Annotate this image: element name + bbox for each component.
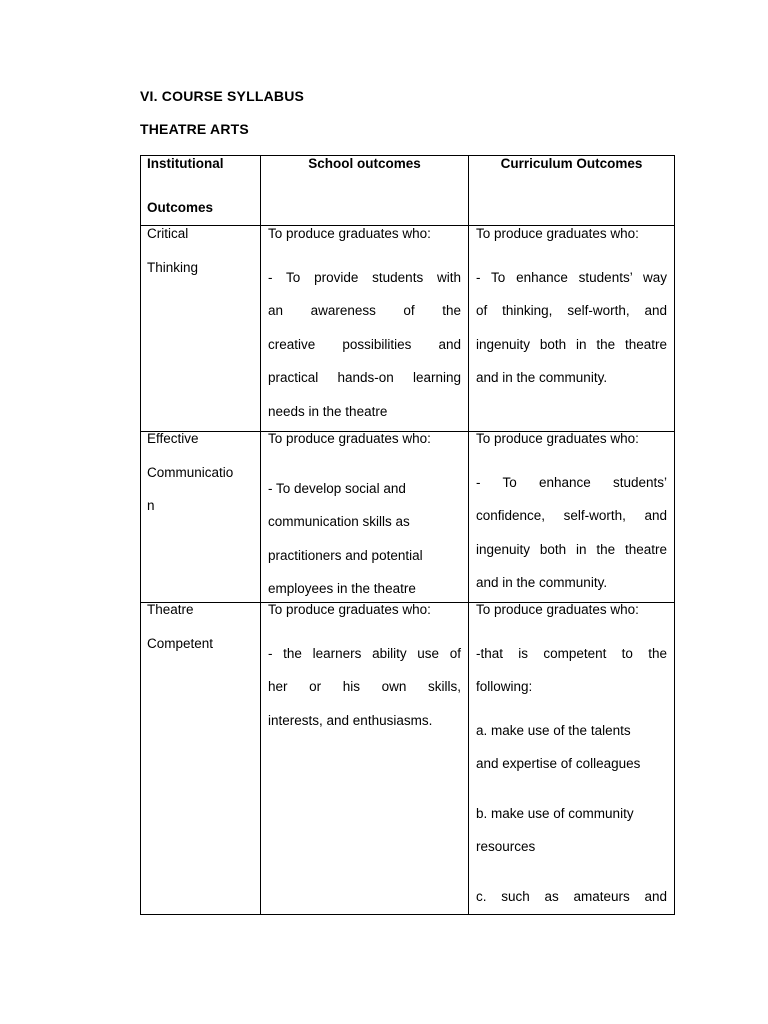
outcome-line: of thinking, self-worth, and (476, 303, 667, 318)
table-border-right (674, 155, 675, 915)
outcome-line: -that is competent to the (476, 645, 667, 661)
header-curriculum-outcomes: Curriculum Outcomes (500, 156, 643, 171)
curriculum-outcome-theatre-competent (476, 593, 667, 913)
row-label-critical-thinking (147, 217, 259, 284)
outcome-line: following: (476, 679, 533, 694)
outcome-line: communication skills as (268, 514, 410, 529)
outcome-line: and in the community. (476, 370, 608, 385)
table-border-bottom (140, 914, 675, 915)
intro-text: To produce graduates who: (268, 431, 431, 446)
outcome-line: a. make use of the talents (476, 722, 631, 738)
outcome-line: practical hands-on learning (268, 370, 461, 385)
row-label-text: n (147, 498, 155, 513)
outcome-line: needs in the theatre (268, 403, 388, 419)
course-title: THEATRE ARTS (140, 121, 249, 137)
intro-text: To produce graduates who: (476, 602, 639, 617)
outcome-line: - To enhance students’ (476, 474, 667, 490)
intro-text: To produce graduates who: (476, 431, 639, 446)
row-label-theatre-competent (147, 593, 259, 660)
section-heading: VI. COURSE SYLLABUS (140, 88, 305, 104)
spacer (476, 251, 667, 261)
outcome-line: confidence, self-worth, and (476, 508, 667, 523)
intro-text: To produce graduates who: (268, 602, 431, 617)
header-institutional-outcomes (147, 147, 257, 224)
outcome-line: - the learners ability use of (268, 645, 461, 661)
outcome-line: and in the community. (476, 575, 608, 590)
spacer (476, 627, 667, 637)
intro-text: To produce graduates who: (268, 226, 431, 241)
spacer (476, 456, 667, 466)
row-label-effective-communication (147, 422, 259, 523)
school-outcome-effective-communication (268, 422, 461, 606)
outcome-line: c. such as amateurs and (476, 888, 667, 904)
outcome-line: b. make use of community (476, 805, 634, 821)
spacer (476, 864, 667, 880)
spacer (476, 781, 667, 797)
spacer (147, 181, 257, 191)
header-text: Institutional (147, 156, 224, 171)
outcome-line: creative possibilities and (268, 336, 461, 352)
outcome-line: and expertise of colleagues (476, 756, 641, 771)
outcome-line: an awareness of the (268, 303, 461, 318)
row-label-text: Communicatio (147, 464, 234, 480)
syllabus-table (140, 155, 675, 915)
curriculum-outcome-critical-thinking (476, 217, 667, 395)
curriculum-outcome-effective-communication (476, 422, 667, 600)
column-divider (468, 155, 469, 915)
school-outcome-critical-thinking (268, 217, 461, 428)
outcome-line: interests, and enthusiasms. (268, 712, 433, 728)
header-school-outcomes: School outcomes (308, 156, 421, 171)
row-label-text: Theatre (147, 602, 194, 617)
spacer (268, 627, 461, 637)
row-label-text: Effective (147, 431, 199, 446)
outcome-line: ingenuity both in the theatre (476, 541, 667, 557)
school-outcome-theatre-competent (268, 593, 461, 737)
outcome-line: practitioners and potential (268, 547, 423, 563)
outcome-line: - To provide students with (268, 269, 461, 285)
outcome-line: - To develop social and (268, 480, 406, 496)
table-border-left (140, 155, 141, 915)
outcome-line: - To enhance students’ way (476, 269, 667, 285)
spacer (268, 456, 461, 472)
spacer (476, 704, 667, 714)
column-divider (260, 155, 261, 915)
outcome-line: her or his own skills, (268, 679, 461, 694)
row-label-text: Competent (147, 635, 214, 651)
outcome-line: resources (476, 839, 536, 854)
row-label-text: Critical (147, 226, 189, 241)
spacer (268, 251, 461, 261)
intro-text: To produce graduates who: (476, 226, 639, 241)
outcome-line: employees in the theatre (268, 581, 416, 596)
header-text: Outcomes (147, 199, 214, 215)
row-label-text: Thinking (147, 259, 199, 275)
outcome-line: ingenuity both in the theatre (476, 336, 667, 352)
